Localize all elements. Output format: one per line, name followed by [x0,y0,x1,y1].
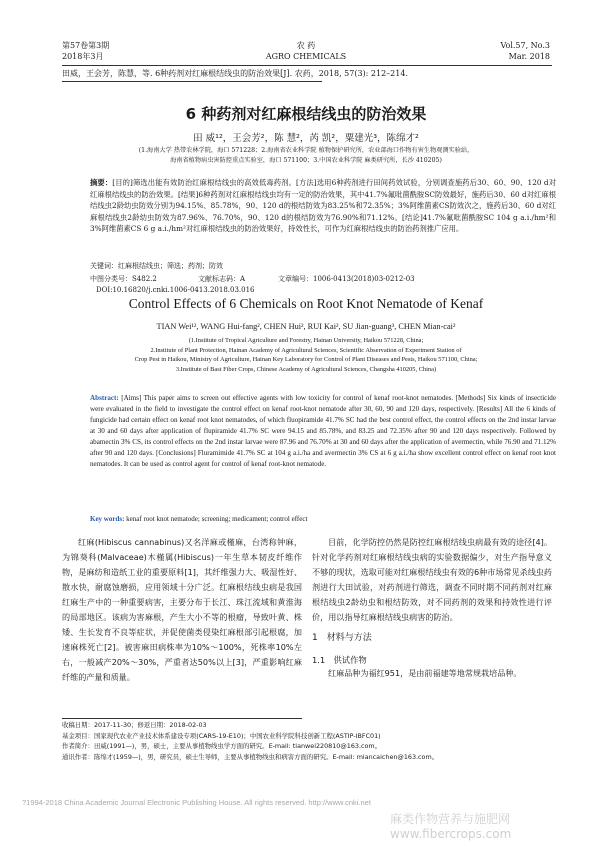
citation: 田威，王会芳，陈慧，等. 6种药剂对红麻根结线虫的防治效果[J]. 农药，2018, 57(3): 212–214. [62,69,408,78]
header-rule [62,65,552,66]
date-en: Mar. 2018 [508,52,550,61]
title-cn: 6 种药剂对红麻根结线虫的防治效果 [185,105,427,123]
subsection-body [312,666,552,681]
body-right-column [312,535,552,625]
keywords-en [90,514,307,524]
volume-cn: 第57卷第3期 [62,41,110,50]
doi: DOI:10.16820/j.cnki.1006-0413.2018.03.016 [96,286,255,294]
footnote-line: 基金项目：国家现代农业产业技术体系建设专项(CARS-19-E10)；中国农业科学院科技创新工程(ASTIP-IBFC01) [62,731,381,740]
footnote-line: 收稿日期：2017-11-30；修返日期：2018-02-03 [62,721,207,729]
footnotes [62,720,552,762]
body-left-column [62,535,302,685]
footnote-line: 通讯作者：陈绵才(1959—)，男，研究员，硕士生导师，主要从事植物线虫和病害方面的研究。E-mail: miancaichen@163.com。 [62,752,439,761]
abstract-cn [90,177,556,235]
affiliation-en-line: (1.Institute of Tropical Agriculture and Forestry, Hainan University, Haikou 571228, China; [188,337,424,344]
watermark: 麻类作物营养与施肥网 www.fibercrops.com [390,812,512,841]
authors-cn: 田 威¹²，王会芳²，陈 慧²，芮 凯²，粟建光³，陈绵才² [193,133,419,144]
journal-en: AGRO CHEMICALS [265,52,347,61]
body-paragraph: 红麻品种为福红951，是由前福建等地常规栽培品种。 [328,668,522,678]
copyright-footer: ?1994-2018 China Academic Journal Electronic Publishing House. All rights reserved. http://www.cnki.net [22,798,371,807]
affiliation-en-line: Crop Pest in Haikou, Ministry of Agriculture, Hainan Key Laboratory for Control of Plant Diseases and Pests, Haikou 571100, China; [134,356,478,364]
section-heading: 1 材料与方法 [312,633,372,643]
abstract-en-label: Abstract: [90,394,119,402]
header-left [62,40,109,62]
abstract-en-text: [Aims] This paper aims to screen out effective agents with low toxicity for control of kenaf root-knot nematodes. [Methods] Six kinds of insecticide were evaluated in the field to investigate the control effect on kenaf root-knot nematode after 30, 60, 90 and 120 days, respectively. [Results] All the 6 kinds of fungicide had certain effect on kenaf root knot nematodes, of which fluopiramide 41.7% SC had the best control effect, the control effects on the 2nd instar larvae at 30 and 60 days after application of flupiramide 41.7% SC were 94.15 and 85.78%, and 83.25 and 72.35% after 90 and 120 days respectively. Followed by abamectin 3% CS, its control effects on the 2nd instar larvae were 87.96 and 76.70% at 30 and 60 days after the application of avermectin, while 76.90 and 71.12% after 90 and 120 days. [Conclusions] Fluramimide 41.7% SC at 104 g a.i./ha and avermectin 3% CS at 6 g a.i./ha show excellent control effect on kenaf root knot nematodes. It can be used as control agent for control of kenaf root-knot nematode. [90,394,556,468]
document-code: 文献标志码：A [198,275,246,283]
abstract-en [90,393,556,470]
keywords-cn: 关键词：红麻根结线虫；筛选；药剂；防效 [90,262,223,270]
title-en: Control Effects of 6 Chemicals on Root Knot Nematode of Kenaf [128,296,484,311]
affiliation-en-line: 3.Institute of Bast Fiber Crops, Chinese Academy of Agricultural Sciences, Changsha 410205, China) [175,365,437,373]
volume-en: Vol.57, No.3 [500,41,550,50]
date-cn: 2018年3月 [62,52,104,61]
subsection-heading: 1.1 供试作物 [312,655,367,665]
citation-rule [62,81,322,82]
abstract-cn-label: 摘要： [90,178,113,187]
footnote-rule [62,718,302,719]
affiliations-en [0,336,612,374]
footnote-line: 作者简介：田威(1991—)，男，硕士，主要从事植物线虫学方面的研究。E-mail: tianwei220810@163.com。 [62,742,382,750]
header-center [206,40,406,62]
journal-cn: 农 药 [296,41,316,50]
affiliation-cn-line: 海南省植物病虫害防控重点实验室，海口 571100；3.中国农业科学院 麻类研究所，长沙 410205) [170,157,442,164]
authors-en: TIAN Wei¹², WANG Hui-fang², CHEN Hui², RUI Kai², SU Jian-guang³, CHEN Mian-cai² [156,322,456,331]
article-number: 文章编号：1006-0413(2018)03-0212-03 [278,275,415,283]
clc-number: 中图分类号：S482.2 [90,275,157,283]
header-right [500,40,550,62]
keywords-en-label: Key words: [90,515,125,523]
affiliation-cn-line: (1.海南大学 热带农林学院，海口 571228；2.海南省农业科学院 植物保护研究所，农业部海口作物有害生物观测实验站， [138,147,474,154]
keywords-en-text: kenaf root knot nematode; screening; medicament; control effect [126,515,308,523]
body-paragraph: 红麻(Hibiscus cannabinus)又名洋麻或槿麻，台湾称钟麻，为锦葵科(Malvaceae)木槿属(Hibiscus)一年生草本韧皮纤维作物，是麻纺和造纸工业的重要原料[1]，其纤维强力大、吸湿性好、散水快，耐腐蚀磨损，应用领域十分广泛。红麻根结线虫病是我国红麻生产中的一种重要病害，主要分布于长江、珠江流域和黄淮海的局部地区。该病为害麻根，产生大小不等的根瘤，导致叶黄、株矮、生长发育不良等症状，并促使菌类侵染红麻根部引起根腐，加速麻株死亡[2]。被害麻田病株率为10%～100%，死株率10%左右，一般减产20%～30%，严重者达50%以上[3]，严重影响红麻纤维的产量和质量。 [62,537,302,682]
abstract-cn-text: [目的]筛选出能有效防治红麻根结线虫的高效低毒药剂。[方法]选用6种药剂进行田间药效试验，分别调查施药后30、60、90、120 d对红麻根结线虫的防治效果。[结果]6种药剂对红麻根结线虫均有一定的防治效果，其中41.7%氟吡菌酰胺SC防效最好，施药后30、60 d对红麻根结线虫2龄幼虫防效分别为94.15%、85.78%，90、120 d的根结防效为83.25%和72.35%；3%阿维菌素CS防效次之，施药后30、60 d对红麻根结线虫2龄幼虫防效为87.96%、76.70%，90、120 d的根结防效为76.90%和71.12%。[结论]41.7%氟吡菌酰胺SC 104 g a.i./hm²和3%阿维菌素CS 6 g a.i./hm²对红麻根结线虫的防治效果好，持效性长，可作为红麻根结线虫的防治药剂推广应用。 [90,178,556,234]
body-paragraph: 目前，化学防控仍然是防控红麻根结线虫病最有效的途径[4]。针对化学药剂对红麻根结线虫病的实验数据偏少，对生产指导意义不够的现状，选取可能对红麻根结线虫有效的6种市场常见杀线虫药剂进行大田试验，对药剂进行筛选，调查不同时期不同药剂对红麻根结线虫2龄幼虫和根结防效，对不同药剂的效果和持效性进行评价，用以指导红麻根结线虫病害的防治。 [312,537,552,622]
affiliations-cn [0,146,612,166]
affiliation-en-line: 2.Institute of Plant Protection, Hainan Academy of Agricultural Sciences, Scientific Abservation of Experiment Station of [150,346,462,354]
